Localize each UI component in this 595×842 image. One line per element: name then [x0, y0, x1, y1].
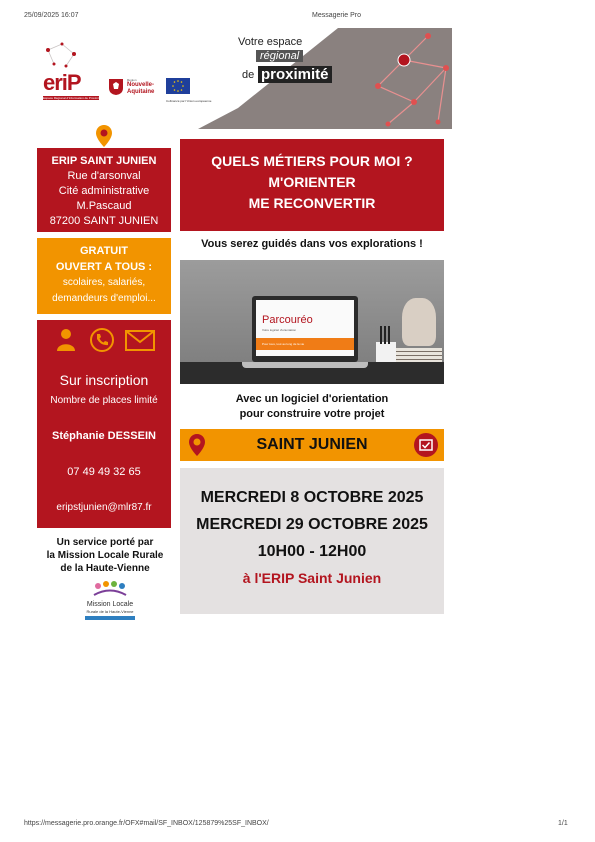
hero-line3: de: [242, 69, 255, 81]
region-logo: [108, 78, 160, 100]
region-lion-icon: [108, 78, 124, 96]
eu-label: Cofinancé par l'Union européenne: [166, 99, 212, 103]
guided-text: Vous serez guidés dans vos explorations !: [201, 238, 423, 250]
mail-icon: [125, 330, 155, 352]
banner-line2: M'ORIENTER: [268, 174, 356, 190]
free-line3: scolaires, salariés,: [62, 277, 146, 288]
hours: 10H00 - 12H00: [257, 543, 367, 560]
vase: [402, 298, 436, 346]
software-text: [180, 392, 444, 422]
print-url: https://messagerie.pro.orange.fr/OFX#mail/SF_INBOX/125879%25SF_INBOX/: [24, 820, 269, 827]
laptop-tagline: Votre logiciel d'orientation: [262, 328, 297, 332]
contact-box: [37, 320, 171, 528]
contact-person: Stéphanie DESSEIN: [52, 430, 156, 442]
hero-banner: [198, 28, 452, 129]
address-building: Cité administrative: [58, 185, 150, 197]
hero-line2: régional: [256, 50, 303, 62]
location-bar: [180, 429, 444, 461]
eu-flag-icon: [166, 78, 190, 94]
laptop-display: [256, 300, 354, 356]
people-group-icon: [90, 580, 130, 596]
region-label: Région: [127, 78, 137, 82]
banner-line1: QUELS MÉTIERS POUR MOI ?: [211, 153, 413, 169]
location-bar-label: SAINT JUNIEN: [256, 436, 368, 453]
service-text: [30, 536, 180, 575]
mission-locale-bar: [85, 616, 135, 620]
print-app-title: Messagerie Pro: [312, 12, 362, 19]
banner-line3: ME RECONVERTIR: [248, 195, 376, 211]
person-icon: [55, 328, 77, 352]
date-2: MERCREDI 29 OCTOBRE 2025: [196, 516, 428, 533]
laptop-sub: Pour tous, tout au long de la vie: [262, 342, 305, 346]
pens: [380, 326, 392, 344]
laptop-base: [242, 362, 368, 368]
location-pin-icon: [95, 124, 113, 148]
software-line2: pour construire votre projet: [239, 408, 385, 420]
title-banner: [180, 139, 444, 231]
laptop-brand: Parcouréo: [262, 314, 313, 326]
pen-cup: [376, 342, 396, 362]
free-access-box: [37, 238, 171, 314]
laptop-screen: [252, 296, 358, 362]
erip-wordmark: eriP: [43, 70, 81, 95]
phone-icon: [89, 327, 115, 353]
place: à l'ERIP Saint Junien: [242, 570, 382, 586]
erip-subtitle: Espace Régional d'Information de Proximité: [43, 96, 102, 100]
laptop-photo: [180, 260, 444, 384]
address-name: ERIP SAINT JUNIEN: [51, 155, 157, 167]
software-line1: Avec un logiciel d'orientation: [235, 393, 389, 405]
dates-panel: [180, 468, 444, 614]
address-street: Rue d'arsonval: [67, 170, 141, 182]
free-line4: demandeurs d'emploi...: [52, 293, 156, 304]
erip-logo: [40, 40, 102, 102]
print-page: 1/1: [558, 820, 568, 827]
address-place: M.Pascaud: [76, 200, 132, 212]
eu-logo: [166, 78, 212, 104]
address-city: 87200 SAINT JUNIEN: [49, 215, 159, 227]
places-label: Nombre de places limité: [50, 395, 158, 406]
contact-email[interactable]: eripstjunien@mlr87.fr: [56, 502, 152, 513]
print-datetime: 25/09/2025 16:07: [24, 12, 79, 19]
books: [396, 348, 442, 362]
free-line1: GRATUIT: [79, 245, 129, 257]
service-line1: Un service porté par: [56, 537, 154, 548]
date-1: MERCREDI 8 OCTOBRE 2025: [200, 489, 424, 506]
service-line3: de la Haute-Vienne: [60, 563, 150, 574]
mission-locale-sub: Rurale de la Haute-Vienne: [86, 609, 134, 614]
mission-locale-logo: [80, 580, 140, 624]
region-name-1: Nouvelle-: [127, 82, 155, 88]
address-box: [37, 148, 171, 232]
inscription-label: Sur inscription: [59, 372, 149, 388]
hero-line1: Votre espace: [238, 36, 303, 48]
calendar-check-icon: [413, 432, 439, 458]
hero-line4: proximité: [258, 66, 332, 83]
mission-locale-name: Mission Locale: [86, 601, 134, 608]
contact-phone[interactable]: 07 49 49 32 65: [67, 466, 141, 478]
region-name-2: Aquitaine: [127, 89, 155, 95]
free-line2: OUVERT A TOUS :: [55, 261, 153, 273]
service-line2: la Mission Locale Rurale: [46, 550, 164, 561]
